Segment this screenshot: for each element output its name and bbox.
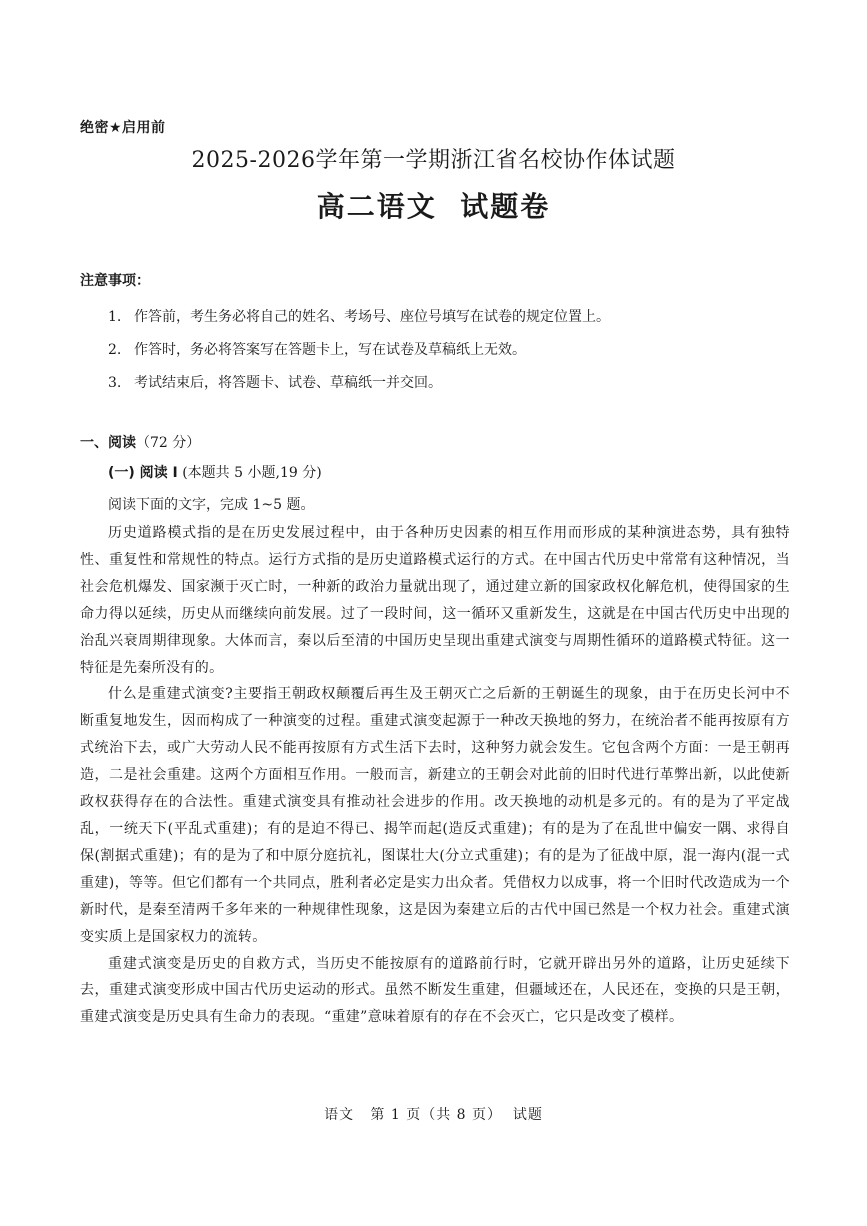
confidential-label: 绝密★启用前 <box>80 120 166 136</box>
sub-section-note: (本题共 5 小题,19 分) <box>182 465 322 481</box>
notice-item-text: 作答时，务必将答案写在答题卡上，写在试卷及草稿纸上无效。 <box>134 342 526 358</box>
notice-item-number: 3. <box>108 375 122 391</box>
section-title: 一、阅读 <box>80 435 136 451</box>
notice-item <box>108 301 828 334</box>
section-heading <box>80 432 200 452</box>
notice-item-number: 2. <box>108 342 122 358</box>
sub-section-title: (一) 阅读 I <box>108 465 178 481</box>
notice-item-text: 作答前，考生务必将自己的姓名、考场号、座位号填写在试卷的规定位置上。 <box>134 309 610 325</box>
notice-item <box>108 367 828 400</box>
sub-section-heading <box>108 462 322 482</box>
subject-title: 高二语文 试题卷 <box>316 190 551 223</box>
reading-instruction: 阅读下面的文字，完成 1~5 题。 <box>108 497 315 513</box>
section-score: （72 分） <box>136 435 201 451</box>
notice-item-number: 1. <box>108 309 122 325</box>
notice-item-text: 考试结束后，将答题卡、试卷、草稿纸一并交回。 <box>134 375 442 391</box>
passage-paragraph: 重建式演变是历史的自救方式，当历史不能按原有的道路前行时，它就开辟出另外的道路，让历史延续下去，重建式演变形成中国古代历史运动的形式。虽然不断发生重建，但疆域还在，人民还在，变换的只是王朝，重建式演变是历史具有生命力的表现。“重建”意味着原有的存在不会灭亡，它只是改变了模样。 <box>80 955 790 1026</box>
passage-paragraph: 历史道路模式指的是在历史发展过程中，由于各种历史因素的相互作用而形成的某种演进态势，具有独特性、重复性和常规性的特点。运行方式指的是历史道路模式运行的方式。在中国古代历史中常常有这种情况，当社会危机爆发、国家濒于灭亡时，一种新的政治力量就出现了，通过建立新的国家政权化解危机，使得国家的生命力得以延续，历史从而继续向前发展。过了一段时间，这一循环又重新发生，这就是在中国古代历史中出现的治乱兴衰周期律现象。大体而言，秦以后至清的中国历史呈现出重建式演变与周期性循环的道路模式特征。这一特征是先秦所没有的。 <box>80 525 790 676</box>
notice-list <box>108 301 828 400</box>
notice-item <box>108 334 828 367</box>
notice-heading: 注意事项： <box>80 273 150 289</box>
page-footer: 语文 第 1 页（共 8 页） 试题 <box>324 1107 543 1123</box>
exam-title: 2025-2026学年第一学期浙江省名校协作体试题 <box>191 148 676 173</box>
reading-passage <box>80 520 790 1031</box>
passage-paragraph: 什么是重建式演变?主要指王朝政权颠覆后再生及王朝灭亡之后新的王朝诞生的现象，由于在历史长河中不断重复地发生，因而构成了一种演变的过程。重建式演变起源于一种改天换地的努力，在统治者不能再按原有方式统治下去，或广大劳动人民不能再按原有方式生活下去时，这种努力就会发生。它包含两个方面：一是王朝再造，二是社会重建。这两个方面相互作用。一般而言，新建立的王朝会对此前的旧时代进行革弊出新，以此使新政权获得存在的合法性。重建式演变具有推动社会进步的作用。改天换地的动机是多元的。有的是为了平定战乱，一统天下(平乱式重建)；有的是迫不得已、揭竿而起(造反式重建)；有的是为了在乱世中偏安一隅、求得自保(割据式重建)；有的是为了和中原分庭抗礼，图谋壮大(分立式重建)；有的是为了征战中原，混一海内(混一式重建)，等等。但它们都有一个共同点，胜利者必定是实力出众者。凭借权力以成事，将一个旧时代改造成为一个新时代，是秦至清两千多年来的一种规律性现象，这是因为秦建立后的古代中国已然是一个权力社会。重建式演变实质上是国家权力的流转。 <box>80 686 790 945</box>
